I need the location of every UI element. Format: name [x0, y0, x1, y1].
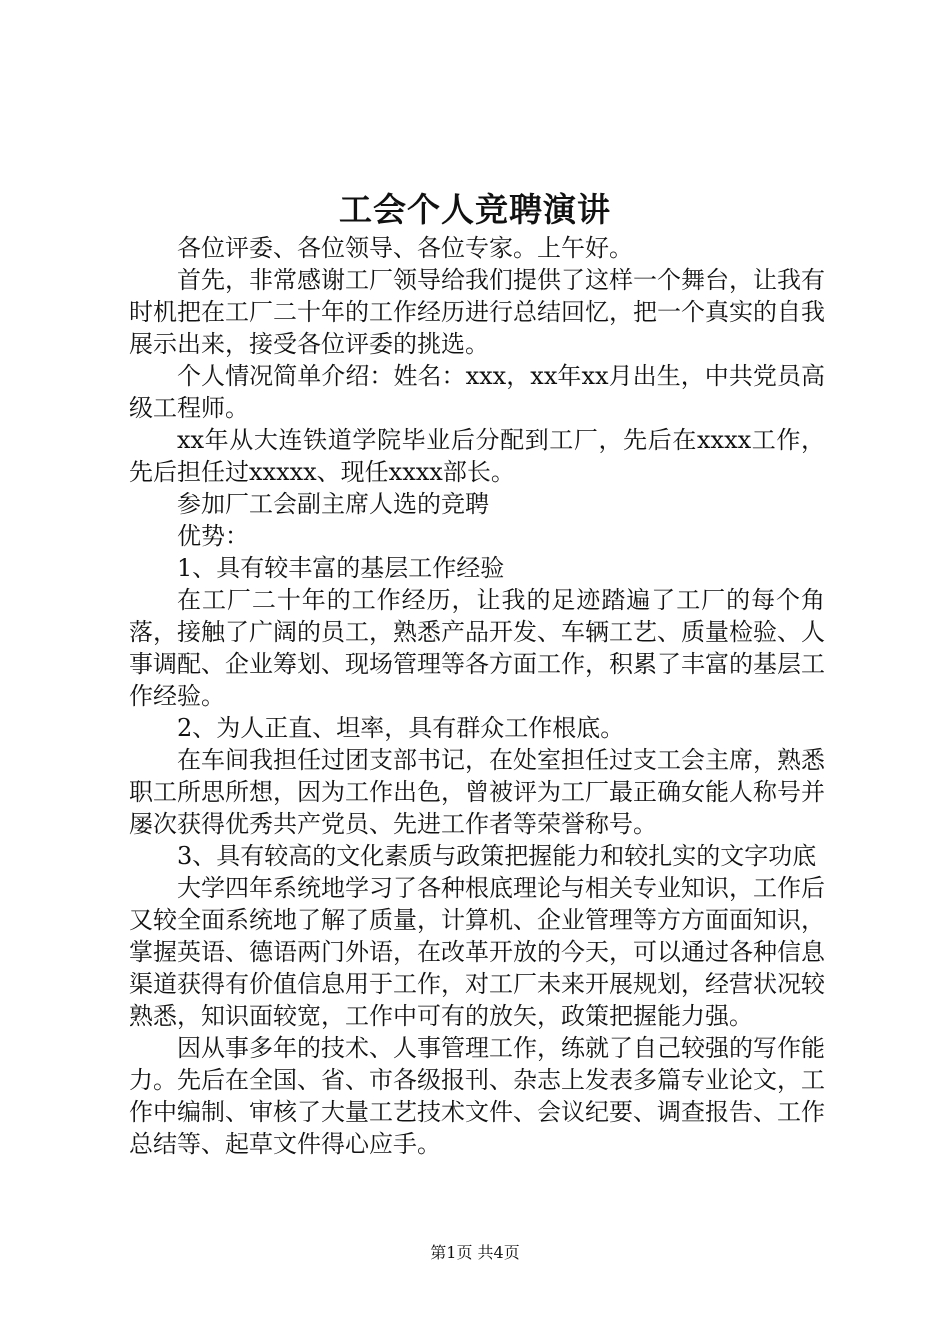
paragraph-thanks: 首先，非常感谢工厂领导给我们提供了这样一个舞台，让我有时机把在工厂二十年的工作经历进行总结回忆，把一个真实的自我展示出来，接受各位评委的挑选。 [129, 266, 825, 358]
paragraph-advantage-2-heading: 2、为人正直、坦率，具有群众工作根底。 [177, 714, 625, 742]
paragraph-personal-info: 个人情况简单介绍：姓名：xxx，xx年xx月出生，中共党员高级工程师。 [129, 362, 825, 422]
paragraph-advantage-3-heading: 3、具有较高的文化素质与政策把握能力和较扎实的文字功底 [177, 842, 817, 870]
paragraph-career: xx年从大连铁道学院毕业后分配到工厂，先后在xxxx工作，先后担任过xxxxx、现任xxxx部长。 [129, 426, 825, 486]
document-body [129, 232, 825, 1160]
paragraph-position: 参加厂工会副主席人选的竞聘 [177, 490, 489, 518]
paragraph-advantage-2-body: 在车间我担任过团支部书记，在处室担任过支工会主席，熟悉职工所思所想，因为工作出色，曾被评为工厂最正确女能人称号并屡次获得优秀共产党员、先进工作者等荣誉称号。 [129, 746, 825, 838]
paragraph-advantage-1-heading: 1、具有较丰富的基层工作经验 [177, 554, 505, 582]
paragraph-greeting: 各位评委、各位领导、各位专家。上午好。 [177, 234, 633, 262]
paragraph-advantage-3-body: 大学四年系统地学习了各种根底理论与相关专业知识，工作后又较全面系统地了解了质量，计算机、企业管理等方方面面知识，掌握英语、德语两门外语，在改革开放的今天，可以通过各种信息渠道获得有价值信息用于工作，对工厂未来开展规划，经营状况较熟悉，知识面较宽，工作中可有的放矢，政策把握能力强。 [129, 874, 825, 1030]
paragraph-writing-ability: 因从事多年的技术、人事管理工作，练就了自己较强的写作能力。先后在全国、省、市各级报刊、杂志上发表多篇专业论文，工作中编制、审核了大量工艺技术文件、会议纪要、调查报告、工作总结等、起草文件得心应手。 [129, 1034, 825, 1158]
paragraph-advantages-heading: 优势： [177, 522, 249, 550]
paragraph-advantage-1-body: 在工厂二十年的工作经历，让我的足迹踏遍了工厂的每个角落，接触了广阔的员工，熟悉产品开发、车辆工艺、质量检验、人事调配、企业筹划、现场管理等各方面工作，积累了丰富的基层工作经验。 [129, 586, 825, 710]
page-footer: 第1页 共4页 [430, 1243, 520, 1262]
document-title: 工会个人竞聘演讲 [339, 190, 611, 229]
